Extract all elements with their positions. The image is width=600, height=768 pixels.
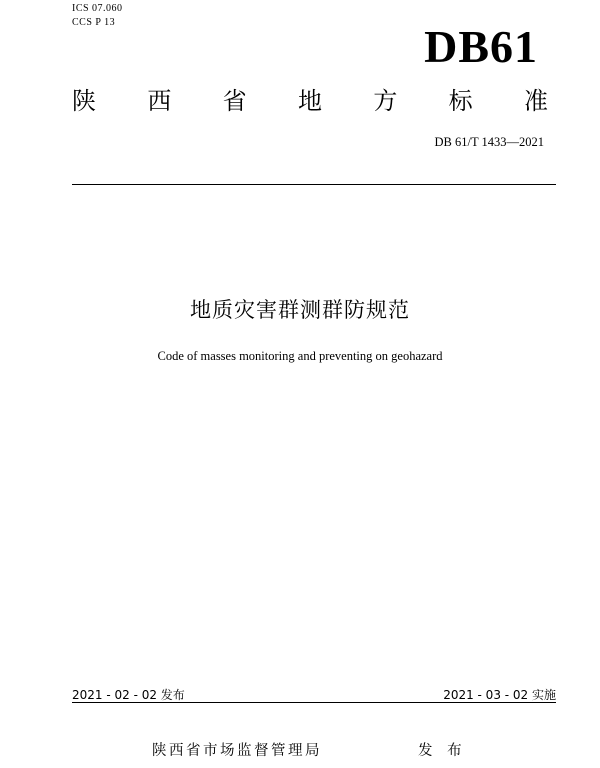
- standard-logo: DB61: [424, 21, 538, 72]
- issuing-authority: 陕西省市场监督管理局: [152, 743, 322, 759]
- document-title-chinese: 地质灾害群测群防规范: [190, 298, 410, 322]
- standard-type-char: 陕: [72, 87, 96, 115]
- standard-type-char: 地: [297, 87, 322, 115]
- issue-date: 2021 - 02 - 02 发布: [72, 688, 185, 702]
- standard-number: DB 61/T 1433—2021: [434, 135, 544, 149]
- standard-type-heading: [72, 86, 548, 116]
- ics-code: ICS 07.060: [72, 3, 123, 14]
- standard-type-char: 准: [523, 87, 548, 115]
- standard-type-char: 省: [222, 87, 247, 115]
- ccs-code: CCS P 13: [72, 17, 116, 28]
- header-divider: [72, 184, 556, 185]
- standard-type-char: 标: [448, 87, 473, 115]
- standard-type-char: 方: [373, 87, 398, 115]
- footer-divider: [72, 702, 556, 703]
- implementation-date: 2021 - 03 - 02 实施: [443, 688, 556, 702]
- issue-label: 发 布: [418, 743, 467, 759]
- document-title-english: Code of masses monitoring and preventing on geohazard: [157, 349, 443, 363]
- classification-codes: [72, 2, 123, 30]
- standard-type-char: 西: [147, 87, 172, 115]
